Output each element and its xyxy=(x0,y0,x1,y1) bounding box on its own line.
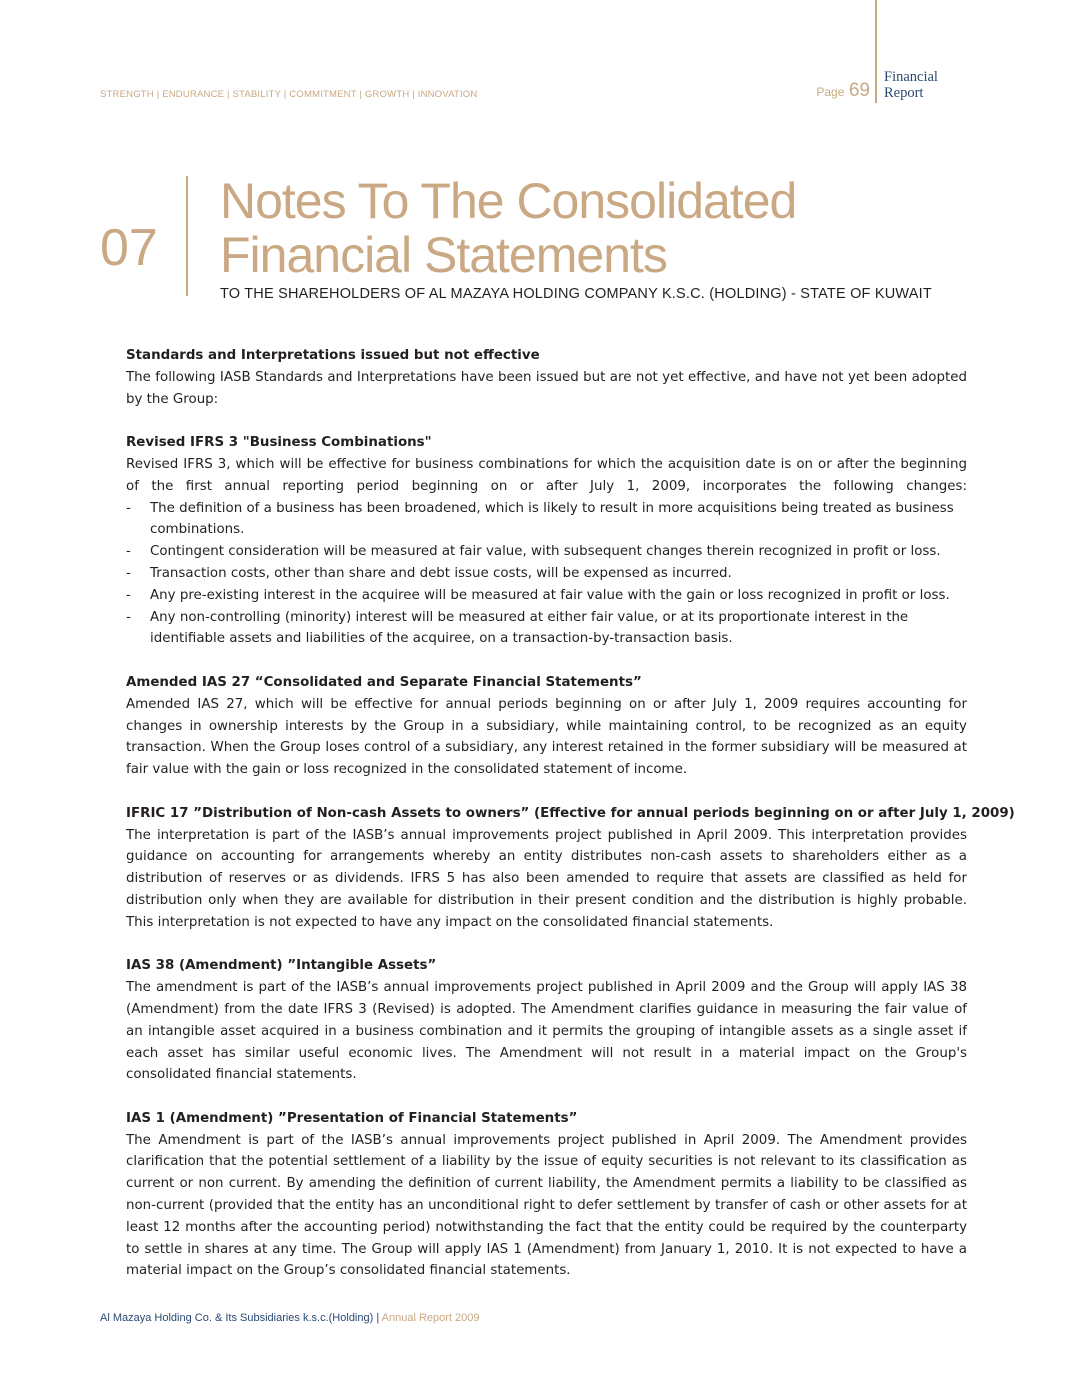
section-body: The amendment is part of the IASB’s annual improvements project published in April 2009 and the Group will apply IAS 38 (Amendment) from the date IFRS 3 (Revised) is adopted. The Amendment clarifies guidance in measuring the fair value of an intangible asset acquired in a business combination and it permits the grouping of intangible assets as a single asset if each asset has similar useful economic lives. The Amendment will not result in a material impact on the Group's consolidated financial statements. xyxy=(126,980,967,1083)
section-body: The following IASB Standards and Interpretations have been issued but are not yet effective, and have not yet been adopted by the Group: xyxy=(126,369,967,407)
page-number-value: 69 xyxy=(848,80,870,101)
page-title xyxy=(220,174,796,282)
list-item: - Any pre-existing interest in the acquiree will be measured at fair value with the gain or loss recognized in profit or loss. xyxy=(126,585,967,607)
section-body: Amended IAS 27, which will be effective for annual periods beginning on or after July 1, 2009 requires accounting for changes in ownership interests by the Group in a subsidiary, while maintaining control, to be recognized as an equity transaction. When the Group loses control of a subsidiary, any interest retained in the former subsidiary will be measured at fair value with the gain or loss recognized in the consolidated statement of income. xyxy=(126,696,967,778)
header-divider xyxy=(875,0,877,103)
section-label-line1: Financial xyxy=(884,69,938,85)
chapter-divider xyxy=(186,176,188,296)
section-ias38 xyxy=(126,955,967,1086)
section-standards xyxy=(126,345,967,410)
section-body: Revised IFRS 3, which will be effective for business combinations for which the acquisition date is on or after the beginning of the first annual reporting period beginning on or after July 1, 2009, incorporates the following changes: xyxy=(126,456,967,494)
list-item: - Any non-controlling (minority) interest will be measured at either fair value, or at its proportionate interest in the identifiable assets and liabilities of the acquiree, on a transaction-by-transaction basis. xyxy=(126,607,967,651)
section-ias1 xyxy=(126,1108,967,1282)
page-label: Page xyxy=(816,85,845,99)
section-ifric17 xyxy=(126,803,1015,934)
section-ias27 xyxy=(126,672,967,781)
section-ifrs3 xyxy=(126,432,967,650)
section-heading: IAS 38 (Amendment) ”Intangible Assets” xyxy=(126,958,437,974)
changes-list xyxy=(126,498,967,651)
footer-separator: | xyxy=(376,1312,380,1324)
section-heading: Amended IAS 27 “Consolidated and Separate Financial Statements” xyxy=(126,674,642,690)
section-heading: Revised IFRS 3 "Business Combinations" xyxy=(126,435,432,451)
footer-company: Al Mazaya Holding Co. & Its Subsidiaries k.s.c.(Holding) xyxy=(100,1312,374,1324)
section-heading: IAS 1 (Amendment) ”Presentation of Financial Statements” xyxy=(126,1110,578,1126)
section-heading: Standards and Interpretations issued but not effective xyxy=(126,348,540,363)
section-label-line2: Report xyxy=(884,85,924,101)
chapter-number: 07 xyxy=(100,219,158,277)
section-label xyxy=(884,69,938,101)
list-item: - Contingent consideration will be measured at fair value, with subsequent changes therein recognized in profit or loss. xyxy=(126,541,967,563)
page-subtitle: TO THE SHAREHOLDERS OF AL MAZAYA HOLDING COMPANY K.S.C. (HOLDING) - STATE OF KUWAIT xyxy=(220,286,932,302)
notes-content xyxy=(126,345,1015,1304)
header-tagline: STRENGTH | ENDURANCE | STABILITY | COMMITMENT | GROWTH | INNOVATION xyxy=(100,89,478,100)
page-footer xyxy=(100,1312,480,1324)
section-body: The interpretation is part of the IASB’s annual improvements project published in April 2009. This interpretation provides guidance on accounting for arrangements whereby an entity distributes non-cash assets to shareholders either as a distribution of reserves or as dividends. IFRS 5 has also been amended to require that assets are classified as held for distribution only when they are available for distribution in their present condition and the distribution is highly probable. This interpretation is not expected to have any impact on the consolidated financial statements. xyxy=(126,827,967,930)
page-title-line2: Financial Statements xyxy=(220,227,667,283)
list-item: - Transaction costs, other than share and debt issue costs, will be expensed as incurred. xyxy=(126,563,967,585)
page-number xyxy=(816,80,870,102)
list-item: - The definition of a business has been broadened, which is likely to result in more acquisitions being treated as business combinations. xyxy=(126,498,967,542)
footer-report: Annual Report 2009 xyxy=(381,1312,480,1324)
section-body: The Amendment is part of the IASB’s annual improvements project published in April 2009. The Amendment provides clarification that the potential settlement of a liability by the issue of equity securities is not relevant to its classification as current or non current. By amending the definition of current liability, the Amendment permits a liability to be classified as non-current (provided that the entity has an unconditional right to defer settlement by transfer of cash or other assets for at least 12 months after the accounting period) notwithstanding the fact that the entity could be required by the counterparty to settle in shares at any time. The Group will apply IAS 1 (Amendment) from January 1, 2010. It is not expected to have a material impact on the Group’s consolidated financial statements. xyxy=(126,1132,967,1279)
section-heading: IFRIC 17 ”Distribution of Non-cash Assets to owners” (Effective for annual periods beginning on or after July 1, 2009) xyxy=(126,805,1015,821)
page-title-line1: Notes To The Consolidated xyxy=(220,173,797,229)
